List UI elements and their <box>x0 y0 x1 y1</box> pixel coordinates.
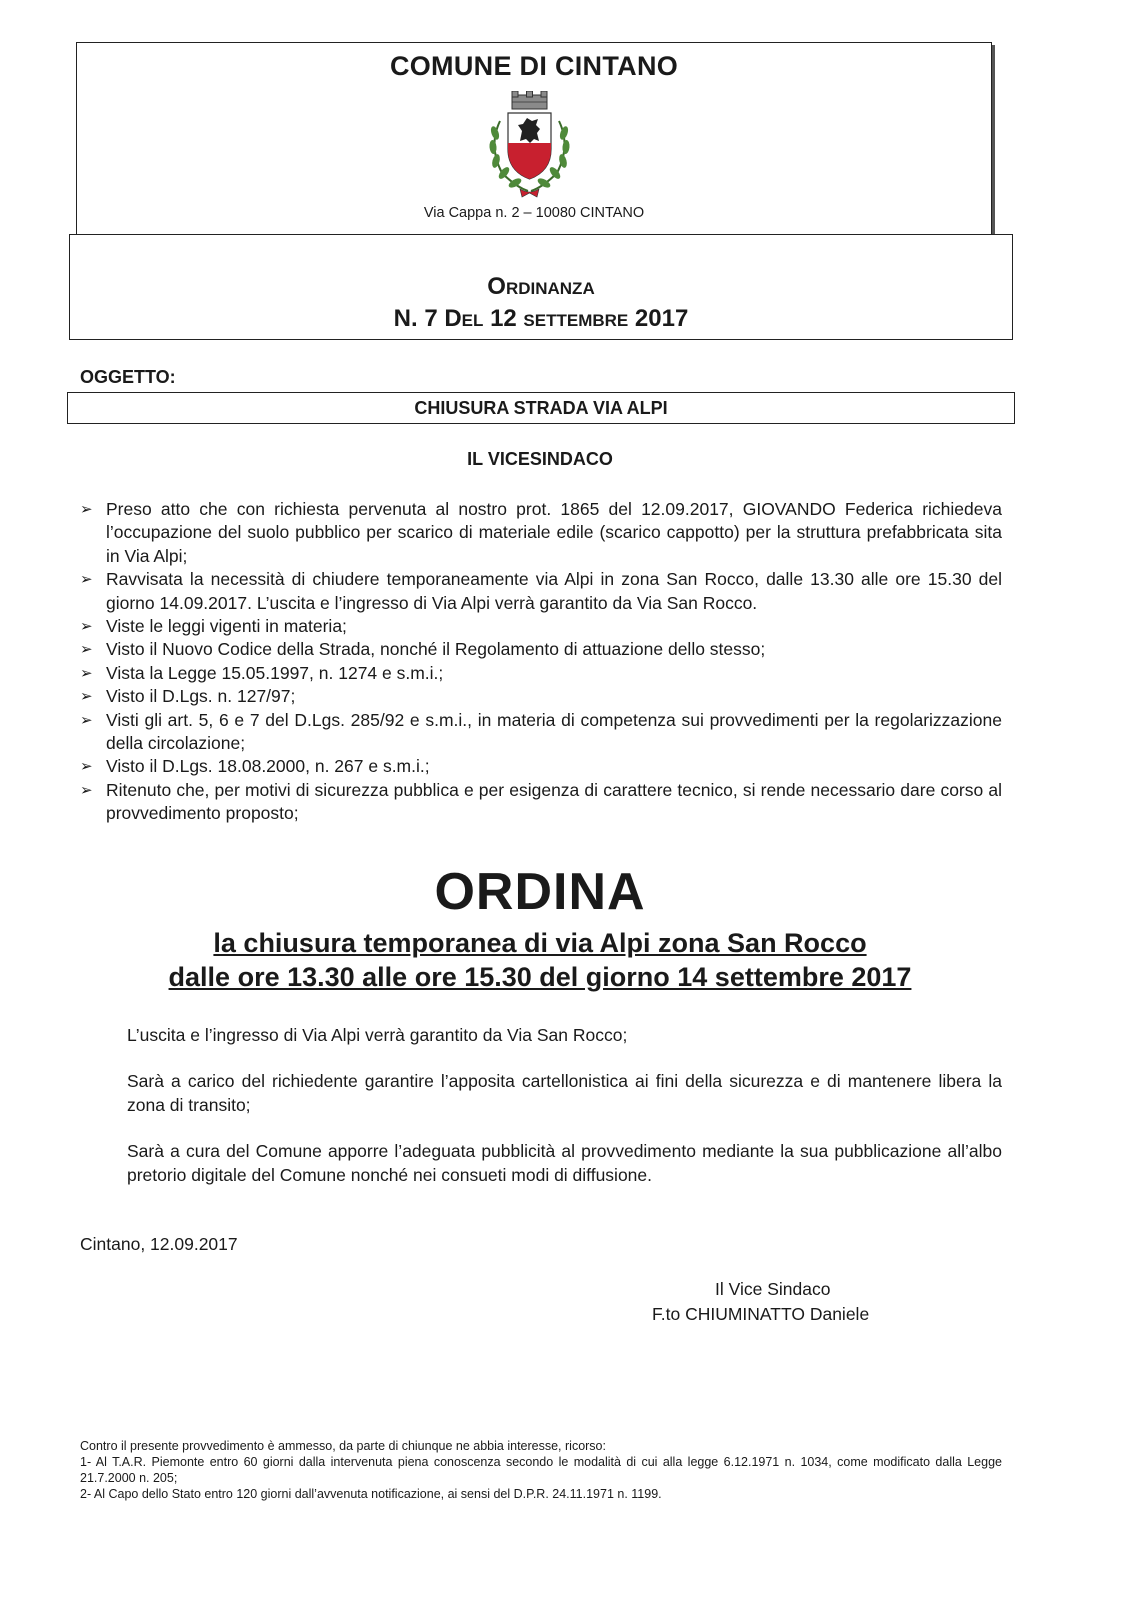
order-heading: ORDINA <box>434 863 646 921</box>
office-title: IL VICESINDACO <box>467 449 613 469</box>
bullet-arrow-icon: ➢ <box>80 711 93 729</box>
bullet-arrow-icon: ➢ <box>80 571 93 589</box>
provision-paragraph: Sarà a cura del Comune apporre l’adeguata pubblicità al provvedimento mediante la sua pubblicazione all’albo pretorio digitale del Comune nonché nei consueti modi di diffusione. <box>127 1141 1002 1185</box>
list-item <box>80 498 1002 568</box>
signer-name: F.to CHIUMINATTO Daniele <box>652 1304 870 1324</box>
signer-role: Il Vice Sindaco <box>715 1279 831 1299</box>
ordinance-title: Ordinanza <box>487 273 595 300</box>
premise-text: Vista la Legge 15.05.1997, n. 1274 e s.m.i.; <box>106 662 444 683</box>
header-box <box>76 42 992 235</box>
bullet-arrow-icon: ➢ <box>80 664 93 682</box>
municipality-name: COMUNE DI CINTANO <box>389 51 679 81</box>
appeal-intro: Contro il presente provvedimento è ammesso, da parte di chiunque ne abbia interesse, ricorso: <box>80 1439 606 1453</box>
appeal-item: 2- Al Capo dello Stato entro 120 giorni dall’avvenuta notificazione, ai sensi del D.P.R. 24.11.1971 n. 1199. <box>80 1487 662 1501</box>
premise-text: Preso atto che con richiesta pervenuta al nostro prot. 1865 del 12.09.2017, GIOVANDO Federica richiedeva l’occupazione del suolo pubblico per scarico di materiale edile (scarico cappotto) per la struttura prefabbricata sita in Via Alpi; <box>106 499 1002 566</box>
list-item <box>80 638 1002 661</box>
bullet-arrow-icon: ➢ <box>80 501 93 518</box>
list-item <box>80 755 1002 778</box>
appeal-item: 1- Al T.A.R. Piemonte entro 60 giorni dalla intervenuta piena conoscenza secondo le modalità di cui alla legge 6.12.1971 n. 1034, come modificato dalla Legge 21.7.2000 n. 205; <box>80 1455 1002 1485</box>
provision-paragraph: L’uscita e l’ingresso di Via Alpi verrà garantito da Via San Rocco; <box>127 1025 628 1045</box>
bullet-arrow-icon: ➢ <box>80 758 93 776</box>
list-item <box>80 779 1002 826</box>
subject-label: OGGETTO: <box>80 367 176 387</box>
ordinance-number: N. 7 Del 12 settembre 2017 <box>393 305 689 332</box>
bullet-arrow-icon: ➢ <box>80 688 93 706</box>
municipal-crest-icon <box>482 91 577 201</box>
premise-text: Viste le leggi vigenti in materia; <box>106 616 347 637</box>
order-line-2: dalle ore 13.30 alle ore 15.30 del giorno 14 settembre 2017 <box>168 962 912 992</box>
place-date: Cintano, 12.09.2017 <box>80 1234 238 1254</box>
premise-text: Ravvisata la necessità di chiudere temporaneamente via Alpi in zona San Rocco, dalle 13.30 alle ore 15.30 del giorno 14.09.2017. L’uscita e l’ingresso di Via Alpi verrà garantito da Via San Rocco. <box>106 569 1002 613</box>
premise-text: Visti gli art. 5, 6 e 7 del D.Lgs. 285/92 e s.m.i., in materia di competenza sui provvedimenti per la regolarizzazione della circolazione; <box>106 709 1002 754</box>
premises-list <box>80 498 1002 826</box>
list-item <box>80 568 1002 615</box>
bullet-arrow-icon: ➢ <box>80 618 93 636</box>
order-line-1: la chiusura temporanea di via Alpi zona San Rocco <box>213 928 867 958</box>
provision-paragraph: Sarà a carico del richiedente garantire l’apposita cartellonistica ai fini della sicurezza e di mantenere libera la zona di transito; <box>127 1071 1002 1115</box>
list-item <box>80 709 1002 756</box>
list-item <box>80 615 1002 638</box>
bullet-arrow-icon: ➢ <box>80 781 93 799</box>
premise-text: Visto il D.Lgs. n. 127/97; <box>106 686 296 707</box>
premise-text: Visto il D.Lgs. 18.08.2000, n. 267 e s.m.i.; <box>106 756 430 777</box>
provisions <box>127 1024 1002 1210</box>
premise-text: Ritenuto che, per motivi di sicurezza pubblica e per esigenza di carattere tecnico, si rende necessario dare corso al provvedimento proposto; <box>106 779 1002 824</box>
bullet-arrow-icon: ➢ <box>80 641 93 659</box>
premise-text: Visto il Nuovo Codice della Strada, nonché il Regolamento di attuazione dello stesso; <box>106 639 766 660</box>
address: Via Cappa n. 2 – 10080 CINTANO <box>423 205 645 221</box>
appeal-notes <box>80 1438 1002 1502</box>
list-item <box>80 685 1002 708</box>
subject-box: CHIUSURA STRADA VIA ALPI <box>67 392 1015 424</box>
ordinance-box <box>69 234 1013 340</box>
list-item <box>80 662 1002 685</box>
